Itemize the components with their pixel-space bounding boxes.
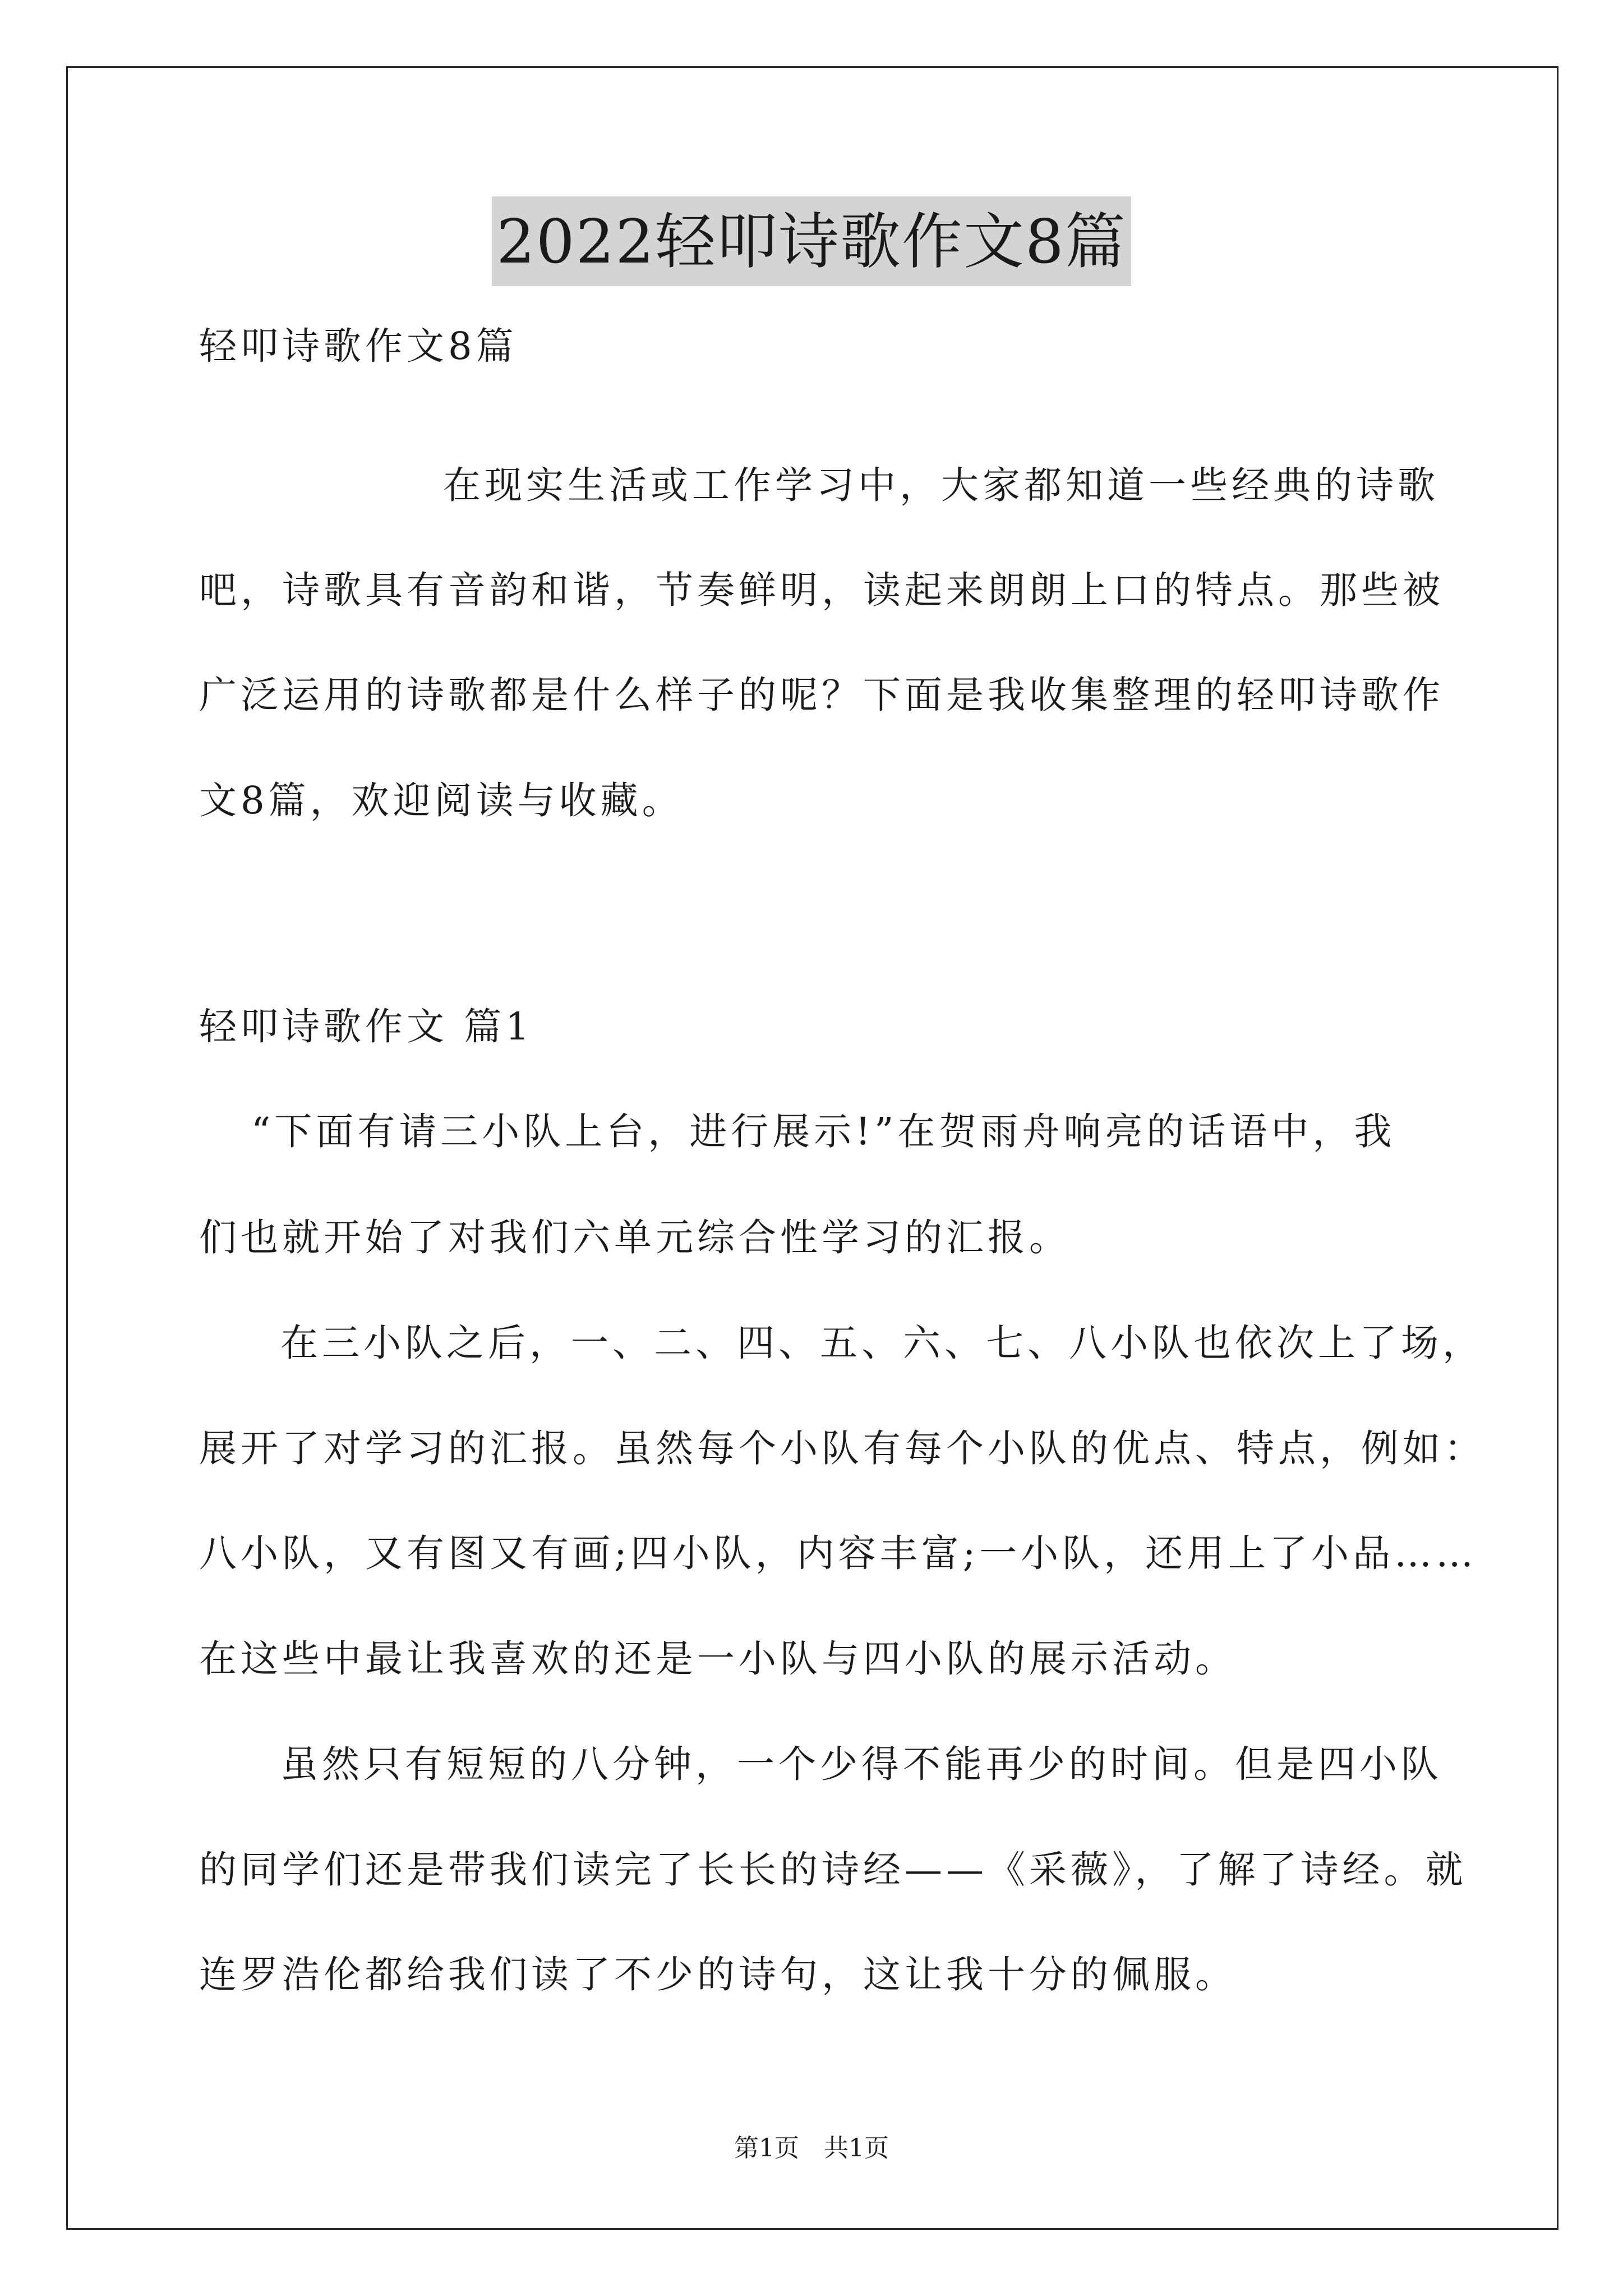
- paragraph2-line-2: 展开了对学习的汇报。虽然每个小队有每个小队的优点、特点，例如：: [199, 1427, 1486, 1470]
- title-container: [0, 196, 1623, 286]
- paragraph3-line-3: 连罗浩伦都给我们读了不少的诗句，这让我十分的佩服。: [199, 1953, 1237, 1996]
- paragraph2-line-1: 在三小队之后，一、二、四、五、六、七、八小队也依次上了场，: [280, 1321, 1484, 1365]
- paragraph3-line-1: 虽然只有短短的八分钟，一个少得不能再少的时间。但是四小队: [280, 1742, 1442, 1786]
- document-subtitle: 轻叩诗歌作文8篇: [199, 324, 518, 368]
- intro-line-3: 广泛运用的诗歌都是什么样子的呢？下面是我收集整理的轻叩诗歌作: [199, 673, 1444, 717]
- paragraph2-line-3: 八小队，又有图又有画;四小队，内容丰富;一小队，还用上了小品……: [199, 1531, 1478, 1575]
- paragraph1-line-2: 们也就开始了对我们六单元综合性学习的汇报。: [199, 1216, 1071, 1259]
- document-title: 2022轻叩诗歌作文8篇: [492, 196, 1131, 286]
- intro-line-4: 文8篇，欢迎阅读与收藏。: [199, 779, 684, 822]
- paragraph1-line-1: “下面有请三小队上台，进行展示!”在贺雨舟响亮的话语中，我: [251, 1110, 1396, 1153]
- paragraph2-line-4: 在这些中最让我喜欢的还是一小队与四小队的展示活动。: [199, 1637, 1237, 1681]
- intro-line-2: 吧，诗歌具有音韵和谐，节奏鲜明，读起来朗朗上口的特点。那些被: [199, 568, 1444, 612]
- paragraph3-line-2: 的同学们还是带我们读完了长长的诗经——《采薇》，了解了诗经。就: [199, 1848, 1467, 1892]
- page-footer: 第1页 共1页: [734, 2134, 889, 2162]
- section-heading: 轻叩诗歌作文 篇1: [199, 1005, 533, 1048]
- intro-line-1: 在现实生活或工作学习中，大家都知道一些经典的诗歌: [443, 463, 1439, 507]
